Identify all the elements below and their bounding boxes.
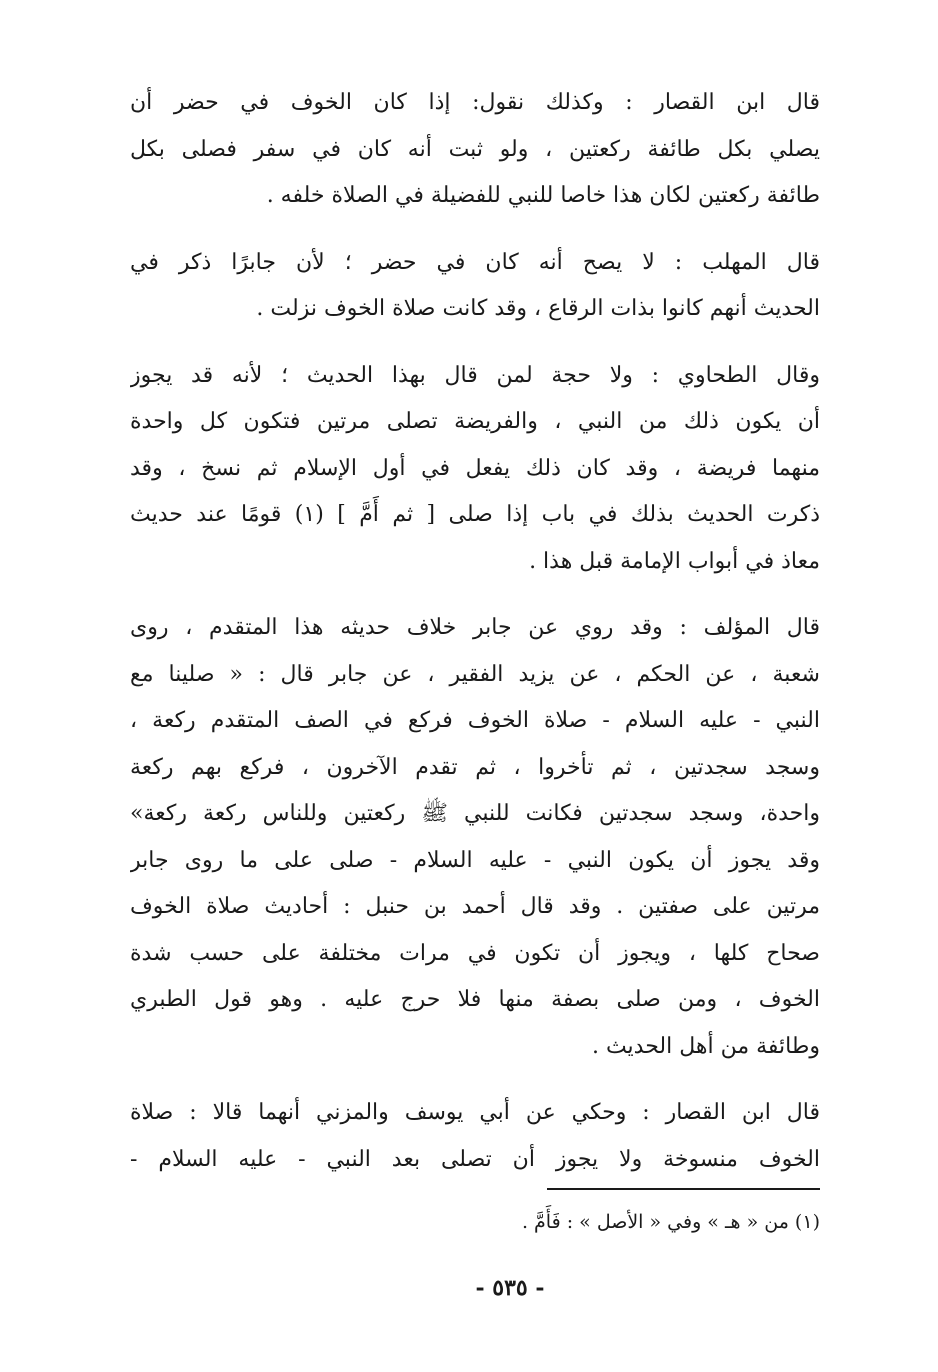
footnote-divider	[547, 1188, 820, 1190]
text-line: الخوف ، ومن صلى بصفة منها فلا حرج عليه . وهو قول الطبري	[130, 987, 820, 1012]
text-line: قال ابن القصار : وكذلك نقول: إذا كان الخوف في حضر أن	[130, 90, 820, 115]
text-line: وسجد سجدتين ، ثم تأخروا ، ثم تقدم الآخرون ، فركع بهم ركعة	[130, 754, 820, 780]
text-line: يصلي بكل طائفة ركعتين ، ولو ثبت أنه كان في سفر فصلى بكل	[130, 136, 820, 162]
text-line: ذكرت الحديث بذلك في باب إذا صلى [ ثم أَمَّ ] (١) قومًا عند حديث	[130, 502, 820, 527]
paragraph-4	[130, 605, 820, 1070]
text-line: أن يكون ذلك من النبي ، والفريضة تصلى مرتين فتكون كل واحدة	[130, 409, 820, 434]
paragraph-3	[130, 353, 820, 586]
footnote: (١) من « هـ » وفي « الأصل » : فَأَمَّ .	[521, 1211, 820, 1233]
page-number: - ٥٣٥ -	[475, 1275, 545, 1301]
text-line: صحاح كلها ، ويجوز أن تكون في مرات مختلفة على حسب شدة	[130, 940, 820, 966]
text-line: النبي - عليه السلام - صلاة الخوف فركع في الصف المتقدم ركعة ،	[130, 708, 820, 733]
text-line: طائفة ركعتين لكان هذا خاصا للنبي للفضيلة في الصلاة خلفه .	[266, 183, 820, 208]
text-line: وقد يجوز أن يكون النبي - عليه السلام - صلى على ما روى جابر	[130, 847, 820, 873]
text-line: معاذ في أبواب الإمامة قبل هذا .	[529, 548, 820, 574]
text-line: الخوف منسوخة ولا يجوز أن تصلى بعد النبي - عليه السلام -	[130, 1146, 820, 1172]
text-line: قال المهلب : لا يصح أنه كان في حضر ؛ لأن جابرًا ذكر في	[130, 249, 820, 275]
text-line: قال المؤلف : وقد روي عن جابر خلاف حديثه هذا المتقدم ، روى	[130, 615, 820, 640]
text-line: شعبة ، عن الحكم ، عن يزيد الفقير ، عن جابر قال : « صلينا مع	[130, 661, 820, 687]
text-line: مرتين على صفتين . وقد قال أحمد بن حنبل : أحاديث صلاة الخوف	[130, 894, 820, 919]
text-line: وطائفة من أهل الحديث .	[591, 1033, 820, 1059]
paragraph-5	[130, 1090, 820, 1183]
page-body	[130, 80, 820, 1203]
text-line: واحدة، وسجد سجدتين فكانت للنبي ﷺ ركعتين وللناس ركعة ركعة»	[130, 801, 820, 826]
text-line: قال ابن القصار : وحكي عن أبي يوسف والمزني أنهما قالا : صلاة	[130, 1100, 820, 1125]
text-line: وقال الطحاوي : ولا حجة لمن قال بهذا الحديث ؛ لأنه قد يجوز	[130, 362, 820, 388]
paragraph-2	[130, 240, 820, 333]
paragraph-1	[130, 80, 820, 220]
text-line: منهما فريضة ، وقد كان ذلك يفعل في أول الإسلام ثم نسخ ، وقد	[130, 455, 820, 481]
text-line: الحديث أنهم كانوا بذات الرقاع ، وقد كانت صلاة الخوف نزلت .	[256, 296, 820, 321]
